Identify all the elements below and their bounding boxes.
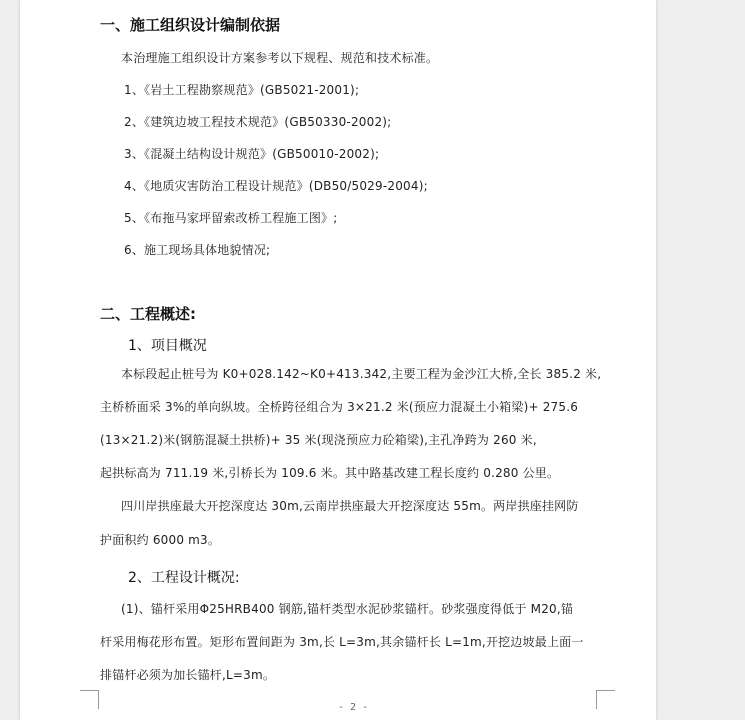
subsection-heading-project: 1、项目概况 xyxy=(128,338,207,354)
basis-item: 5、《布拖马家坪留索改桥工程施工图》; xyxy=(124,211,338,225)
section-heading-overview: 二、工程概述: xyxy=(100,305,196,323)
project-paragraph-line: 本标段起止桩号为 K0+028.142~K0+413.342,主要工程为金沙江大桥,全长 385.2 米, xyxy=(121,367,602,381)
document-page xyxy=(20,0,656,720)
basis-item: 2、《建筑边坡工程技术规范》(GB50330-2002); xyxy=(124,115,392,129)
design-paragraph-line: (1)、锚杆采用Φ25HRB400 钢筋,锚杆类型水泥砂浆锚杆。砂浆强度得低于 M20,锚 xyxy=(121,602,574,616)
project-paragraph-line: 四川岸拱座最大开挖深度达 30m,云南岸拱座最大开挖深度达 55m。两岸拱座挂网防 xyxy=(121,499,579,513)
page-number: - 2 - xyxy=(338,702,369,713)
basis-item: 6、施工现场具体地貌情况; xyxy=(124,243,271,257)
basis-item: 1、《岩土工程勘察规范》(GB5021-2001); xyxy=(124,83,360,97)
basis-item: 4、《地质灾害防治工程设计规范》(DB50/5029-2004); xyxy=(124,179,428,193)
design-paragraph-line: 排锚杆必须为加长锚杆,L=3m。 xyxy=(100,668,276,682)
project-paragraph-line: (13×21.2)米(钢筋混凝土拱桥)+ 35 米(现浇预应力砼箱梁),主孔净跨为 260 米, xyxy=(100,433,537,447)
basis-item: 3、《混凝土结构设计规范》(GB50010-2002); xyxy=(124,147,380,161)
design-paragraph-line: 杆采用梅花形布置。矩形布置间距为 3m,长 L=3m,其余锚杆长 L=1m,开挖边坡最上面一 xyxy=(100,635,584,649)
margin-corner-mark xyxy=(80,690,99,709)
project-paragraph-line: 起拱标高为 711.19 米,引桥长为 109.6 米。其中路基改建工程长度约 0.280 公里。 xyxy=(100,466,560,480)
basis-intro: 本治理施工组织设计方案参考以下规程、规范和技术标准。 xyxy=(121,51,439,65)
section-heading-basis: 一、施工组织设计编制依据 xyxy=(100,16,281,34)
project-paragraph-line: 护面积约 6000 m3。 xyxy=(100,533,221,547)
margin-corner-mark xyxy=(596,690,615,709)
subsection-heading-design: 2、工程设计概况: xyxy=(128,570,240,586)
project-paragraph-line: 主桥桥面采 3%的单向纵坡。全桥跨径组合为 3×21.2 米(预应力混凝土小箱梁)+ 275.6 xyxy=(100,400,579,414)
